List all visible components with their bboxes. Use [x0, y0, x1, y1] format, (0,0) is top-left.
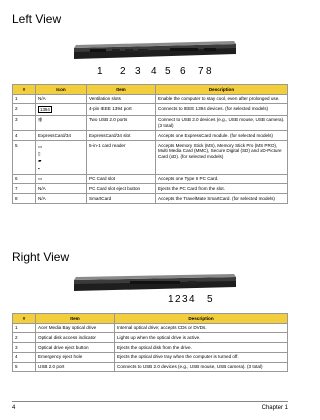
- col-desc-header: Description: [115, 314, 288, 324]
- row-num: 2: [13, 333, 36, 343]
- row-num: 8: [13, 194, 36, 204]
- row-icon-cell: N/A: [36, 194, 87, 204]
- row-num: 1: [13, 323, 36, 333]
- right-view-table: [12, 313, 288, 372]
- pc-card-icon: ▭: [38, 176, 43, 182]
- left-view-callouts: [0, 66, 300, 80]
- table-row: [13, 194, 288, 204]
- col-item-header: Item: [36, 314, 115, 324]
- row-desc: Connects to USB 2.0 devices (e.g., USB mouse, USB camera). (3 total): [115, 362, 288, 372]
- col-item-header: Item: [87, 85, 156, 95]
- row-desc: Accepts one ExpressCard module. (for selected models): [156, 131, 288, 141]
- row-num: 6: [13, 174, 36, 184]
- row-icon-cell: [36, 104, 87, 116]
- sd-icon: ▰: [38, 158, 42, 164]
- table-row: [13, 184, 288, 194]
- table-header-row: [13, 314, 288, 324]
- col-icon-header: Icon: [36, 85, 87, 95]
- row-item: Ventilation slots: [87, 94, 156, 104]
- row-item: Acer Media Bay optical drive: [36, 323, 115, 333]
- footer-divider: [12, 401, 288, 402]
- callout-7: 7: [198, 66, 204, 77]
- callout-5: 5: [207, 294, 213, 305]
- table-row: [13, 131, 288, 141]
- row-num: 1: [13, 94, 36, 104]
- table-row: [13, 362, 288, 372]
- table-row: [13, 94, 288, 104]
- callout-5: 5: [165, 66, 171, 77]
- xd-icon: ▪: [38, 165, 40, 171]
- row-icon-cell: [36, 115, 87, 130]
- row-desc: Ejects the optical disk from the drive.: [115, 343, 288, 353]
- row-desc: Accepts one Type II PC Card.: [156, 174, 288, 184]
- row-desc: Lights up when the optical drive is active.: [115, 333, 288, 343]
- callout-2: 2: [175, 294, 181, 305]
- right-view-heading: Right View: [12, 250, 70, 264]
- left-view-heading: Left View: [12, 12, 62, 26]
- callout-6: 6: [180, 66, 186, 77]
- row-num: 4: [13, 352, 36, 362]
- row-icon-cell: [36, 141, 87, 174]
- row-item: Two USB 2.0 ports: [87, 115, 156, 130]
- row-num: 5: [13, 362, 36, 372]
- callout-8: 8: [206, 66, 212, 77]
- expresscard-icon: ExpressCard/34: [38, 132, 71, 138]
- row-item: Optical disk access indicator: [36, 333, 115, 343]
- row-num: 4: [13, 131, 36, 141]
- row-desc: Internal optical drive; accepts CDs or DVDs.: [115, 323, 288, 333]
- row-item: Optical drive eject button: [36, 343, 115, 353]
- row-item: SmartCard: [87, 194, 156, 204]
- row-item: PC Card slot eject button: [87, 184, 156, 194]
- callout-3: 3: [135, 66, 141, 77]
- callout-1: 1: [168, 294, 174, 305]
- callout-3: 3: [182, 294, 188, 305]
- row-desc: Connects to IEEE 1394 devices. (for selected models): [156, 104, 288, 116]
- table-row: [13, 141, 288, 174]
- row-desc: Accepts the TravelMate SmartCard. (for selected models): [156, 194, 288, 204]
- row-item: PC Card slot: [87, 174, 156, 184]
- row-desc: Ejects the optical drive tray when the computer is turned off.: [115, 352, 288, 362]
- chapter-label: Chapter 1: [261, 405, 288, 411]
- row-desc: Accepts Memory Stick (MS), Memory Stick Pro (MS PRO), Multi Media Card (MMC), Secure Digital (SD) and xD-Picture Card (xD). (for selected models): [156, 141, 288, 174]
- callout-4: 4: [189, 294, 195, 305]
- row-num: 5: [13, 141, 36, 174]
- col-num-header: #: [13, 314, 36, 324]
- callout-2: 2: [120, 66, 126, 77]
- row-num: 3: [13, 343, 36, 353]
- row-item: 4-pin IEEE 1394 port: [87, 104, 156, 116]
- mmc-icon: ▯: [38, 151, 41, 157]
- table-row: [13, 104, 288, 116]
- callout-4: 4: [151, 66, 157, 77]
- table-header-row: [13, 85, 288, 95]
- row-num: 2: [13, 104, 36, 116]
- row-icon-cell: [36, 174, 87, 184]
- row-icon-cell: N/A: [36, 94, 87, 104]
- table-row: [13, 323, 288, 333]
- row-desc: Connect to USB 2.0 devices (e.g., USB mouse, USB camera). (3 total): [156, 115, 288, 130]
- left-view-table: [12, 84, 288, 204]
- page-number: 4: [12, 405, 16, 411]
- row-item: ExpressCard/34 slot: [87, 131, 156, 141]
- col-num-header: #: [13, 85, 36, 95]
- row-num: 3: [13, 115, 36, 130]
- row-item: 5-in-1 card reader: [87, 141, 156, 174]
- usb-icon: ⇶: [38, 117, 42, 123]
- right-view-callouts: [0, 294, 300, 308]
- row-item: USB 2.0 port: [36, 362, 115, 372]
- row-desc: Ejects the PC Card from the slot.: [156, 184, 288, 194]
- row-num: 7: [13, 184, 36, 194]
- col-desc-header: Description: [156, 85, 288, 95]
- callout-1: 1: [97, 66, 103, 77]
- memory-stick-icon: ▭: [38, 143, 43, 149]
- row-icon-cell: [36, 131, 87, 141]
- table-row: [13, 333, 288, 343]
- row-desc: Enable the computer to stay cool, even after prolonged use.: [156, 94, 288, 104]
- table-row: [13, 115, 288, 130]
- laptop-left-side-image: [70, 30, 240, 64]
- table-row: [13, 174, 288, 184]
- row-icon-cell: N/A: [36, 184, 87, 194]
- table-row: [13, 343, 288, 353]
- laptop-right-side-image: [70, 268, 240, 296]
- table-row: [13, 352, 288, 362]
- row-item: Emergency eject hole: [36, 352, 115, 362]
- ieee1394-icon: 1394: [40, 106, 50, 112]
